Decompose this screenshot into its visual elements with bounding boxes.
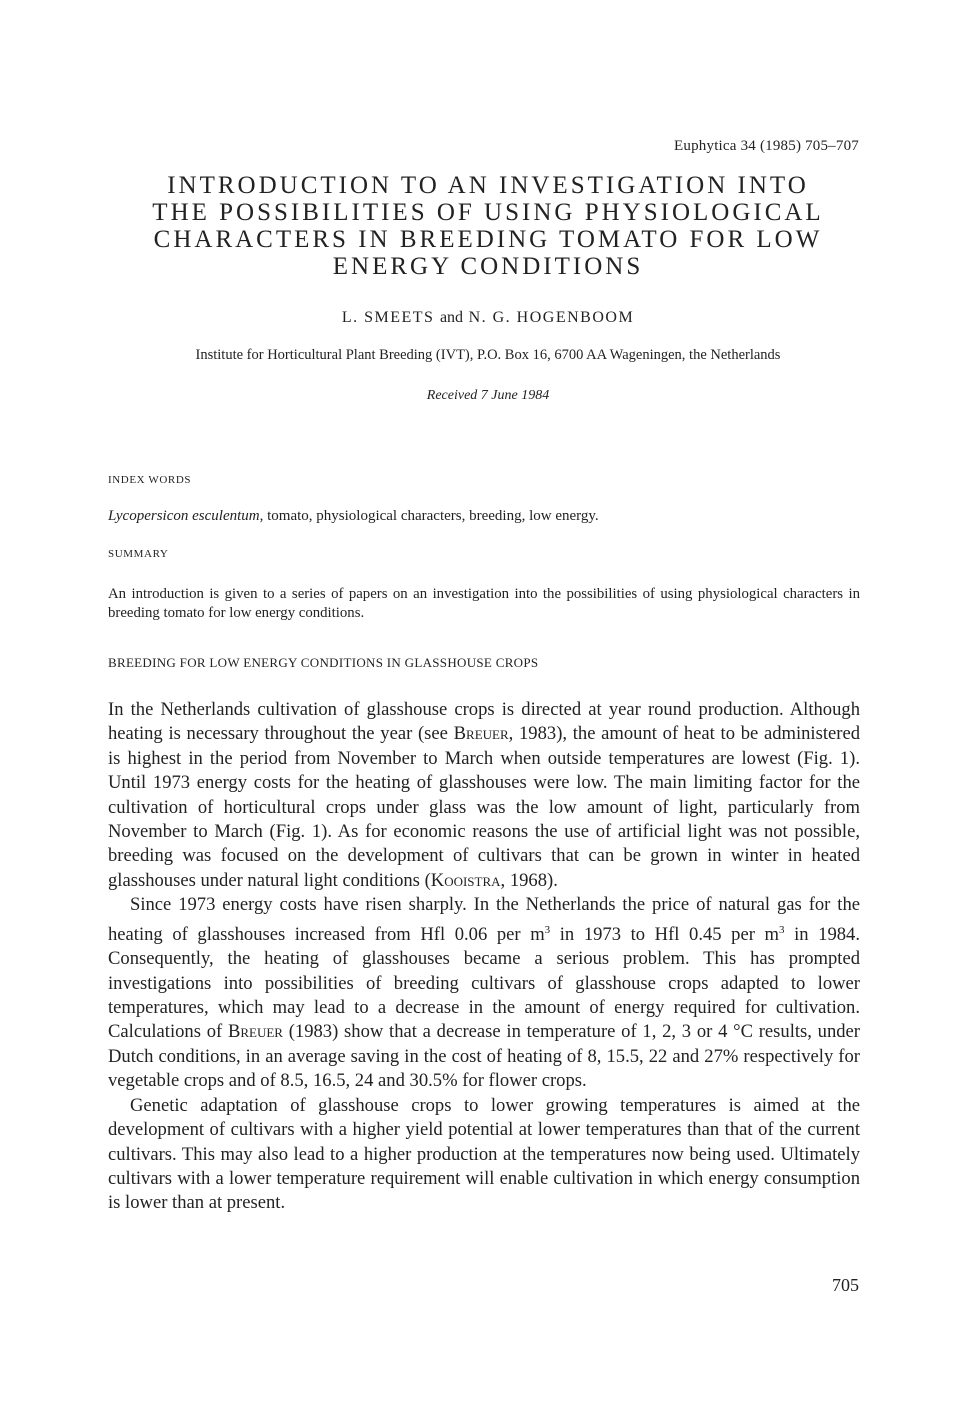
index-words-label: INDEX WORDS — [108, 474, 192, 486]
summary-label: SUMMARY — [108, 548, 169, 560]
index-words-rest: , tomato, physiological characters, breeding, low energy. — [259, 508, 599, 524]
citation: Breuer — [227, 1021, 283, 1043]
title-line: INTRODUCTION TO AN INVESTIGATION INTO — [167, 172, 809, 199]
title-line: THE POSSIBILITIES OF USING PHYSIOLOGICAL — [152, 199, 824, 226]
citation: Breuer — [453, 723, 509, 745]
text-run: (1983) show that a decrease in temperature of 1, 2, 3 or 4 °C results, under Dutch conditions, in an average saving in the cost of heating of 8, 15.5, 22 and 27% respectively for vegetable crops and of 8.5, 16.5, 24 and 30.5% for flower crops. — [108, 1021, 860, 1092]
journal-reference: Euphytica 34 (1985) 705–707 — [674, 138, 859, 154]
author-2: N. G. HOGENBOOM — [468, 309, 635, 326]
index-words — [108, 508, 599, 525]
body-text — [108, 698, 860, 1216]
paper-title — [100, 172, 876, 280]
text-run: in 1984. Consequently, the heating of glasshouses became a serious problem. This has prompted investigations into possibilities of breeding cultivars of glasshouse crops adapted to lower temperatures, which may lead to a decrease in the amount of energy required for cultivation. Calculations of — [108, 923, 860, 1043]
text-run: , 1968). — [500, 869, 558, 891]
author-1: L. SMEETS — [341, 309, 435, 326]
author-conjunction: and — [439, 309, 464, 326]
citation: Kooistra — [430, 869, 501, 891]
authors — [0, 309, 976, 327]
page-number: 705 — [832, 1275, 859, 1295]
species-name: Lycopersicon esculentum — [108, 508, 260, 524]
superscript: 3 — [779, 923, 785, 936]
title-line: ENERGY CONDITIONS — [332, 253, 644, 280]
affiliation: Institute for Horticultural Plant Breeding (IVT), P.O. Box 16, 6700 AA Wageningen, the Netherlands — [195, 347, 781, 363]
received-date: Received 7 June 1984 — [426, 388, 550, 403]
section-heading: BREEDING FOR LOW ENERGY CONDITIONS IN GLASSHOUSE CROPS — [108, 655, 539, 670]
text-run: In the Netherlands cultivation of glasshouse crops is directed at year round production. Although heating is necessary throughout the year (see — [108, 699, 860, 745]
paragraph-2 — [108, 893, 860, 1093]
paragraph-1 — [108, 698, 860, 893]
title-line: CHARACTERS IN BREEDING TOMATO FOR LOW — [153, 226, 823, 253]
paragraph-3: Genetic adaptation of glasshouse crops to lower growing temperatures is aimed at the development of cultivars with a higher yield potential at lower temperatures than that of the current cultivars. This may also lead to a higher production at the temperatures now being used. Ultimately cultivars with a lower temperature requirement will enable cultivation in which energy consumption is lower than at present. — [108, 1094, 860, 1214]
text-run: in 1973 to Hfl 0.45 per m — [550, 923, 779, 945]
text-run: Since 1973 energy costs have risen sharply. In the Netherlands the price of natural gas for the heating of glasshouses increased from Hfl 0.06 per m — [108, 894, 860, 945]
superscript: 3 — [544, 923, 551, 936]
summary-text: An introduction is given to a series of papers on an investigation into the possibilities of using physiological characters in breeding tomato for low energy conditions. — [108, 586, 860, 621]
text-run: , 1983), the amount of heat to be administered is highest in the period from November to March when outside temperatures are lowest (Fig. 1). Until 1973 energy costs for the heating of glasshouses were low. The main limiting factor for the cultivation of horticultural crops under glass was the low amount of light, particularly from November to March (Fig. 1). As for economic reasons the use of artificial light was not possible, breeding was focused on the development of cultivars that can be grown in winter in heated glasshouses under natural light conditions ( — [108, 723, 860, 891]
